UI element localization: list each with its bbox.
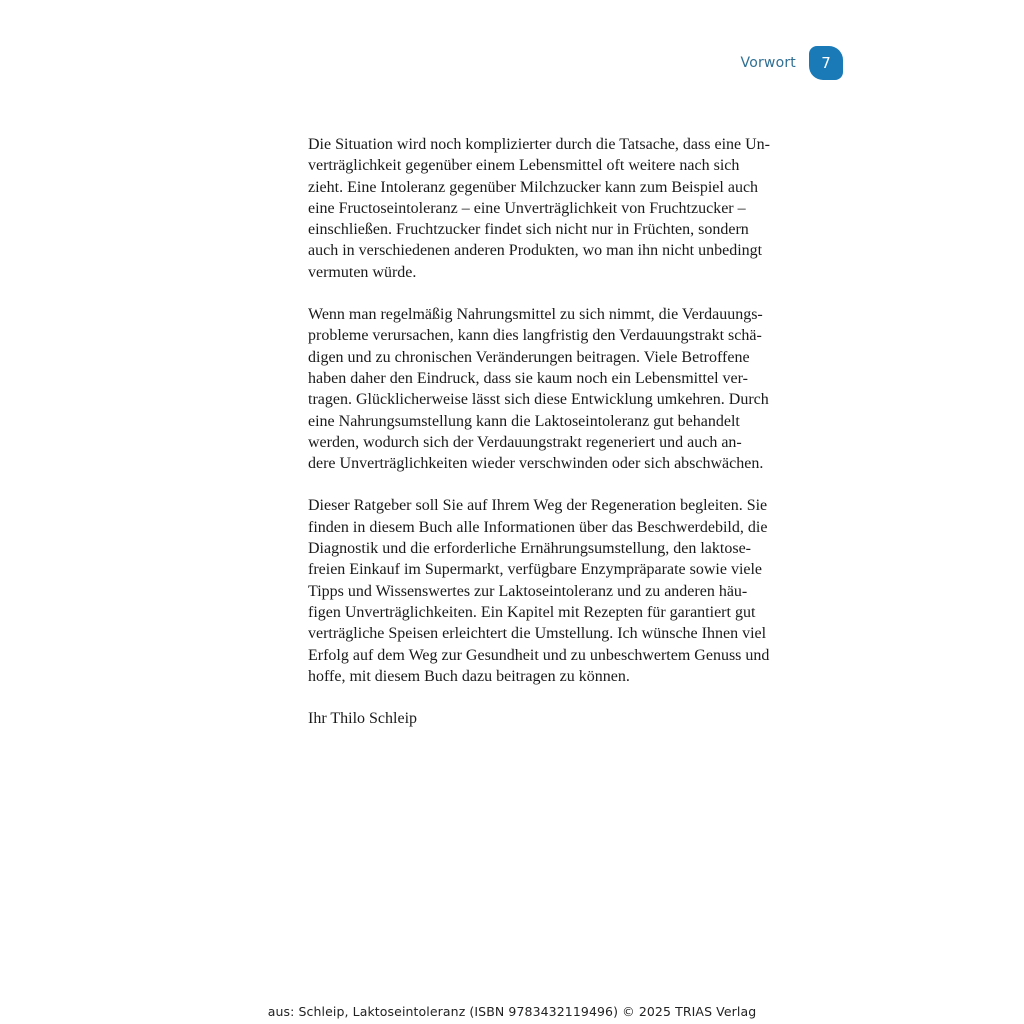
text-line: einschließen. Fruchtzucker findet sich nicht nur in Früchten, sondern (308, 221, 749, 239)
signature (308, 708, 802, 729)
text-line: Die Situation wird noch komplizierter durch die Tatsache, dass eine Un- (308, 136, 771, 153)
footer-citation: aus: Schleip, Laktoseintoleranz (ISBN 9783432119496) © 2025 TRIAS Verlag (267, 1004, 757, 1019)
signature-text: Ihr Thilo Schleip (308, 710, 418, 728)
text-line: zieht. Eine Intoleranz gegenüber Milchzucker kann zum Beispiel auch (308, 178, 759, 196)
text-line: verträgliche Speisen erleichtert die Umstellung. Ich wünsche Ihnen viel (308, 625, 767, 643)
text-line: auch in verschiedenen anderen Produkten, wo man ihn nicht unbedingt (308, 242, 763, 260)
text-line: Erfolg auf dem Weg zur Gesundheit und zu unbeschwertem Genuss und (308, 646, 770, 664)
text-line: eine Fructoseintoleranz – eine Unverträglichkeit von Fruchtzucker – (308, 199, 746, 217)
text-line: eine Nahrungsumstellung kann die Laktoseintoleranz gut behandelt (308, 412, 740, 430)
text-line: Diagnostik und die erforderliche Ernährungsumstellung, den laktose- (308, 540, 751, 558)
text-line: dere Unverträglichkeiten wieder verschwinden oder sich abschwächen. (308, 455, 764, 473)
section-title: Vorwort (740, 55, 796, 71)
text-line: probleme verursachen, kann dies langfristig den Verdauungstrakt schä- (308, 327, 762, 345)
text-line: hoffe, mit diesem Buch dazu beitragen zu können. (308, 667, 630, 685)
text-line: finden in diesem Buch alle Informationen über das Beschwerdebild, die (308, 518, 768, 536)
text-line: Dieser Ratgeber soll Sie auf Ihrem Weg der Regeneration begleiten. Sie (308, 497, 768, 515)
text-line: werden, wodurch sich der Verdauungstrakt regeneriert und auch an- (308, 433, 742, 451)
paragraph-3 (308, 495, 802, 687)
text-line: figen Unverträglichkeiten. Ein Kapitel mit Rezepten für garantiert gut (308, 603, 756, 621)
body-text (308, 134, 802, 750)
page-number-badge: 7 (809, 46, 843, 80)
text-line: vermuten würde. (308, 263, 417, 281)
text-line: freien Einkauf im Supermarkt, verfügbare Enzympräparate sowie viele (308, 561, 763, 579)
text-line: Tipps und Wissenswertes zur Laktoseintoleranz und zu anderen häu- (308, 582, 748, 600)
text-line: verträglichkeit gegenüber einem Lebensmittel oft weitere nach sich (308, 157, 740, 175)
paragraph-2 (308, 304, 802, 474)
text-line: Wenn man regelmäßig Nahrungsmittel zu sich nimmt, die Verdauungs- (308, 306, 763, 324)
paragraph-1 (308, 134, 802, 283)
text-line: tragen. Glücklicherweise lässt sich diese Entwicklung umkehren. Durch (308, 391, 769, 409)
text-line: haben daher den Eindruck, dass sie kaum noch ein Lebensmittel ver- (308, 369, 748, 387)
text-line: digen und zu chronischen Veränderungen beitragen. Viele Betroffene (308, 348, 750, 366)
